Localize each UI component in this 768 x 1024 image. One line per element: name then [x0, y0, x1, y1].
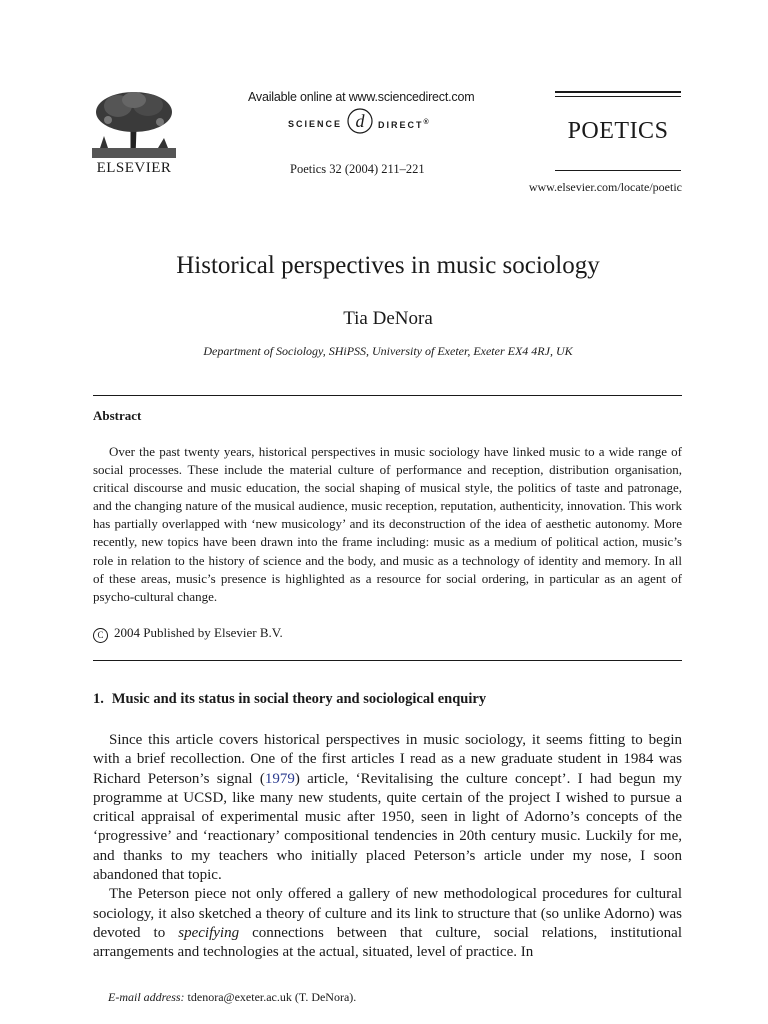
section-number: 1.	[93, 691, 104, 707]
footnote	[108, 990, 356, 1005]
elsevier-logo	[88, 90, 180, 180]
elsevier-tree-logo-icon	[88, 90, 180, 160]
abstract-heading: Abstract	[93, 408, 142, 423]
copyright-text: 2004 Published by Elsevier B.V.	[114, 625, 283, 640]
body-text	[93, 731, 682, 963]
publisher-name: ELSEVIER	[96, 160, 172, 176]
abstract-body	[93, 443, 682, 606]
emphasis-specifying: specifying	[178, 924, 240, 941]
sciencedirect-logo	[288, 110, 431, 138]
copyright-icon: C	[93, 628, 108, 643]
body-paragraph-2: The Peterson piece not only offered a gallery of new methodological procedures for cultural sociology, it also sketched a theory of culture and its link to structure that (so unlike Adorno) was devoted to specifying connections between that culture, social relations, institutional arrangements and technologies at the actual, situated, level of practice. In	[93, 886, 683, 961]
journal-divider	[555, 170, 681, 171]
article-title: Historical perspectives in music sociology	[176, 252, 600, 279]
journal-name: POETICS	[567, 118, 669, 144]
sd-at-glyph: d	[355, 111, 365, 131]
copyright-line	[93, 625, 283, 643]
sciencedirect-availability[interactable]: Available online at www.sciencedirect.com	[248, 90, 475, 104]
section-title: Music and its status in social theory and sociological enquiry	[111, 691, 487, 707]
abstract-bottom-rule	[93, 660, 682, 661]
citation-link-1979[interactable]: 1979	[264, 770, 295, 787]
sd-direct-text: DIRECT®	[378, 118, 431, 130]
abstract-top-rule	[93, 395, 682, 396]
abstract-text: Over the past twenty years, historical perspectives in music sociology have linked music to a wide range of social processes. These include the material culture of performance and reception, distribution organisation, critical discourse and music education, the social shaping of musical style, the politics of taste and patronage, and the changing nature of the musical audience, music reception, reputation, authenticity, innovation. This work has partially overlapped with ‘new musicology’ and its deconstruction of the idea of aesthetic autonomy. More recently, new topics have been drawn into the frame including: music as a medium of political action, music’s role in relation to the history of science and the body, and music as a technology of identity and memory. In all of these areas, music’s presence is highlighted as a resource for social ordering, in particular as an agent of psycho-cultural change.	[93, 444, 682, 604]
sd-science-text: SCIENCE	[288, 119, 343, 129]
article-author: Tia DeNora	[343, 308, 433, 329]
journal-url-link[interactable]: www.elsevier.com/locate/poetic	[528, 180, 682, 194]
journal-citation: Poetics 32 (2004) 211–221	[290, 162, 425, 176]
journal-header-rules	[555, 91, 681, 97]
sciencedirect-at-logo-icon	[346, 107, 374, 141]
author-affiliation: Department of Sociology, SHiPSS, University of Exeter, Exeter EX4 4RJ, UK	[203, 344, 573, 358]
section-heading	[93, 691, 486, 708]
body-paragraph-1: Since this article covers historical perspectives in music sociology, it seems fitting to begin with a brief recollection. One of the first articles I read as a new graduate student in 1984 was Richard Peterson’s signal (1979) article, ‘Revitalising the culture concept’. I had begun my programme at UCSD, like many new students, quite certain of the project I wished to pursue a critical appraisal of experimental music after 1950, seen in light of Adorno’s concepts of the ‘progressive’ and ‘reactionary’ compositional tendencies in 20th century music. Luckily for me, and thanks to my teachers who initially placed Peterson’s article under my nose, I soon abandoned that topic.	[93, 732, 682, 884]
footnote-label: E-mail address:	[108, 990, 185, 1004]
footnote-email[interactable]: tdenora@exeter.ac.uk (T. DeNora).	[187, 990, 357, 1004]
